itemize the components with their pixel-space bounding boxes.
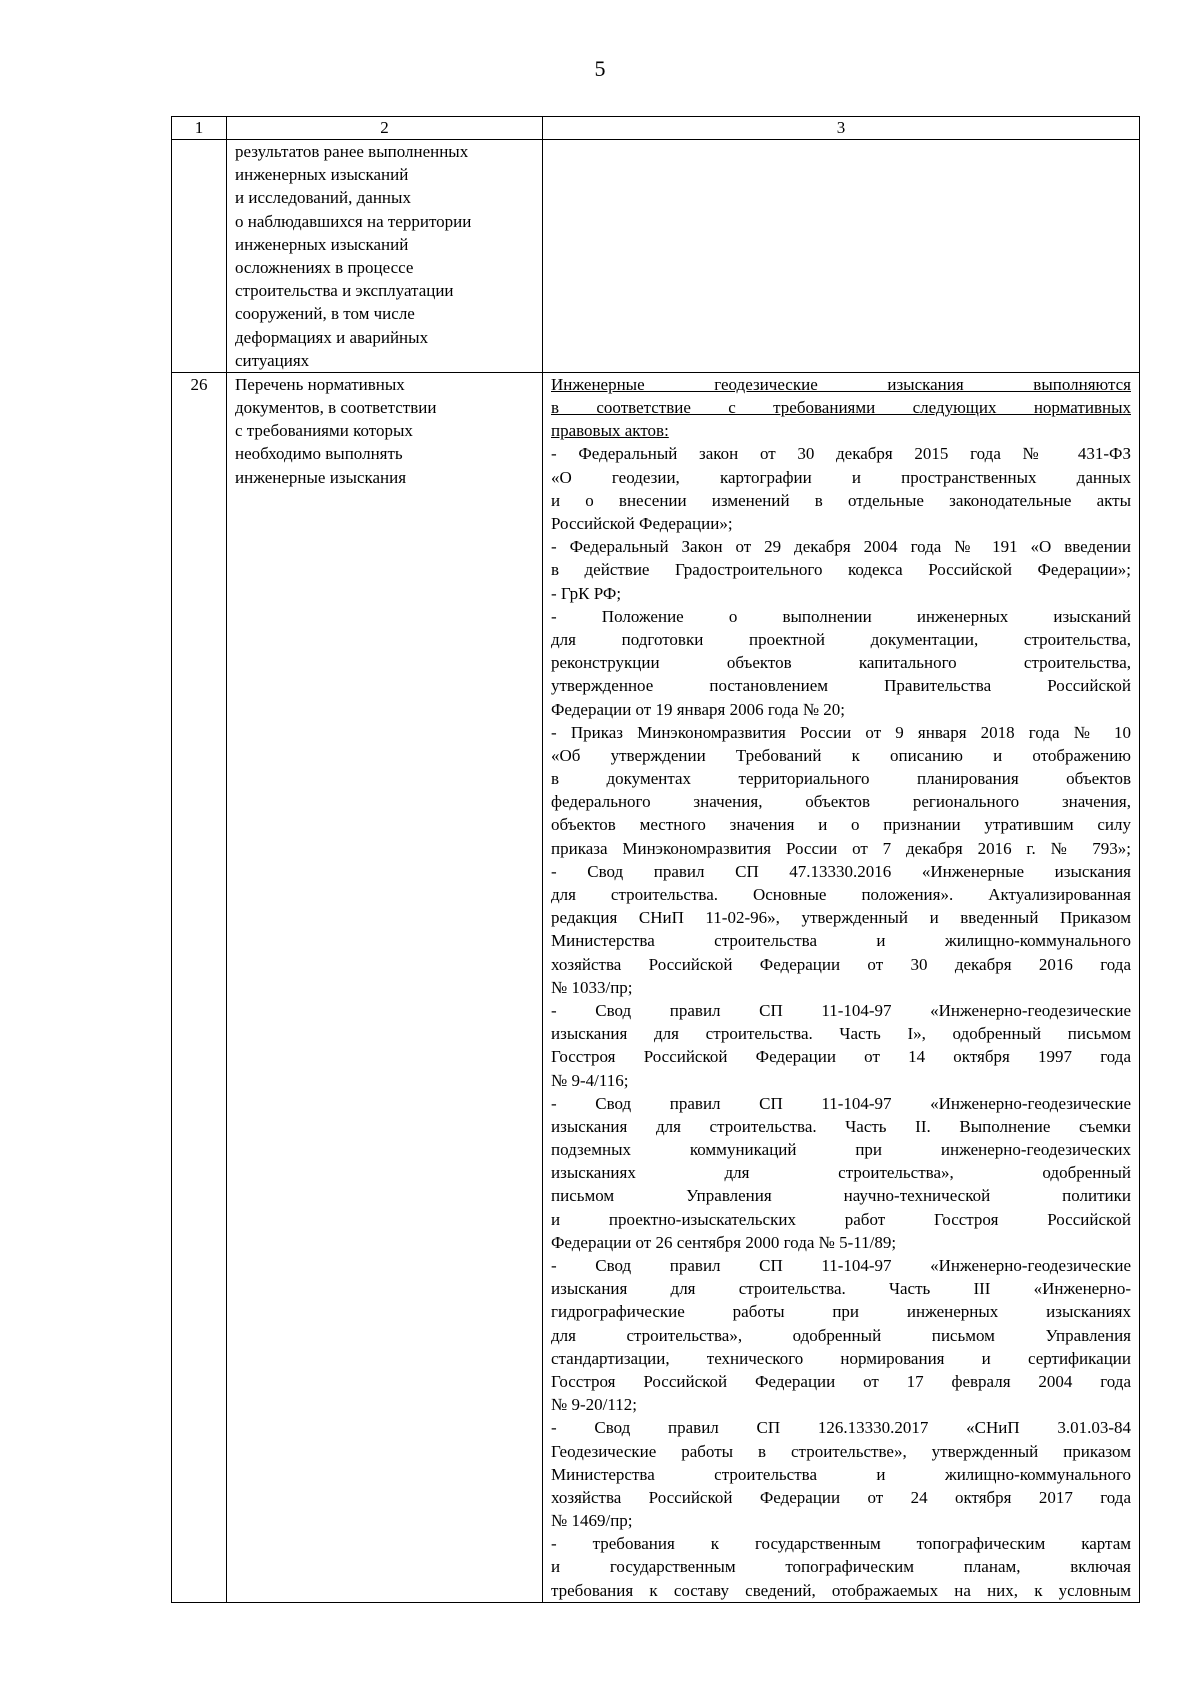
text-line: № 9-20/112; (551, 1395, 637, 1415)
text-line: для строительства», одобренный письмом Управления (551, 1325, 1131, 1345)
text-line: письмом Управления научно-технической политики (551, 1186, 1131, 1206)
text-line: сооружений, в том числе (235, 304, 415, 324)
text-line: - Федеральный Закон от 29 декабря 2004 года № 191 «О введении (551, 537, 1131, 557)
text-line: в документах территориального планирования объектов (551, 769, 1131, 789)
text-line: необходимо выполнять (235, 444, 403, 464)
text-line: ситуациях (235, 350, 310, 370)
row-number: 26 (172, 372, 227, 1602)
text-line: хозяйства Российской Федерации от 24 октября 2017 года (551, 1487, 1131, 1507)
text-line: Федерации от 26 сентября 2000 года № 5-11/89; (551, 1232, 897, 1252)
table-row-continuation (172, 140, 1140, 373)
text-line: Инженерные геодезические изыскания выполняются (551, 374, 1131, 394)
table-row-26 (172, 372, 1140, 1602)
text-line: утвержденное постановлением Правительства Российской (551, 676, 1131, 696)
text-line: Российской Федерации»; (551, 514, 733, 533)
text-line: изысканиях для строительства», одобренный (551, 1163, 1131, 1183)
requirements-table (171, 116, 1140, 1603)
text-line: для подготовки проектной документации, строительства, (551, 629, 1131, 649)
header-col-2: 2 (227, 117, 543, 140)
row-26-content (543, 372, 1140, 1602)
text-line: реконструкции объектов капитального строительства, (551, 653, 1131, 673)
text-line: Геодезические работы в строительстве», утвержденный приказом (551, 1441, 1131, 1461)
text-line: изыскания для строительства. Часть I», одобренный письмом (551, 1024, 1131, 1044)
text-line: и государственным топографическим планам, включая (551, 1557, 1131, 1577)
text-line: № 9-4/116; (551, 1070, 629, 1090)
text-line: гидрографические работы при инженерных изысканиях (551, 1302, 1131, 1322)
text-line: инженерных изысканий (235, 165, 409, 185)
text-line: объектов местного значения и о признании утратившим силу (551, 815, 1131, 835)
table-header-row (172, 117, 1140, 140)
text-line: приказа Минэкономразвития России от 7 декабря 2016 г. № 793»; (551, 838, 1131, 858)
text-line: подземных коммуникаций при инженерно-геодезических (551, 1140, 1131, 1160)
row-number (172, 140, 227, 373)
text-line: изыскания для строительства. Часть III «Инженерно- (551, 1279, 1131, 1299)
text-line: в соответствие с требованиями следующих нормативных (551, 398, 1131, 418)
text-line: и исследований, данных (235, 188, 411, 208)
row-continuation-description (227, 140, 543, 373)
text-line: и о внесении изменений в отдельные законодательные акты (551, 490, 1131, 510)
text-line: документов, в соответствии (235, 398, 437, 418)
text-line: «Об утверждении Требований к описанию и отображению (551, 745, 1131, 765)
text-line: Министерства строительства и жилищно-коммунального (551, 931, 1131, 951)
text-line: № 1469/пр; (551, 1511, 633, 1531)
text-line: и проектно-изыскательских работ Госстроя Российской (551, 1209, 1131, 1229)
text-line: - Свод правил СП 11-104-97 «Инженерно-геодезические (551, 1000, 1131, 1020)
text-line: № 1033/пр; (551, 977, 633, 997)
text-line: правовых актов: (551, 421, 669, 441)
text-line: - Приказ Минэкономразвития России от 9 января 2018 года № 10 (551, 722, 1131, 742)
text-line: Госстроя Российской Федерации от 17 февраля 2004 года (551, 1371, 1131, 1391)
text-line: с требованиями которых (235, 421, 413, 441)
text-line: деформациях и аварийных (235, 327, 429, 347)
text-line: - Свод правил СП 11-104-97 «Инженерно-геодезические (551, 1256, 1131, 1275)
text-line: для строительства. Основные положения». Актуализированная (551, 885, 1131, 904)
text-line: инженерные изыскания (235, 467, 407, 487)
text-line: Министерства строительства и жилищно-коммунального (551, 1464, 1131, 1484)
text-line: в действие Градостроительного кодекса Российской Федерации»; (551, 560, 1131, 580)
text-line: редакция СНиП 11-02-96», утвержденный и введенный Приказом (551, 908, 1131, 928)
text-line: - Свод правил СП 11-104-97 «Инженерно-геодезические (551, 1093, 1131, 1113)
text-line: изыскания для строительства. Часть II. Выполнение съемки (551, 1116, 1131, 1136)
text-line: - Свод правил СП 126.13330.2017 «СНиП 3.01.03-84 (551, 1418, 1131, 1438)
text-line: хозяйства Российской Федерации от 30 декабря 2016 года (551, 954, 1131, 974)
text-line: - Положение о выполнении инженерных изысканий (551, 606, 1131, 626)
text-line: стандартизации, технического нормирования и сертификации (551, 1348, 1131, 1368)
text-line: инженерных изысканий (235, 234, 409, 254)
text-line: «О геодезии, картографии и пространственных данных (551, 467, 1131, 487)
page-number: 5 (594, 56, 606, 81)
text-line: федерального значения, объектов регионального значения, (551, 792, 1131, 812)
text-line: требования к составу сведений, отображаемых на них, к условным (551, 1580, 1131, 1600)
text-line: Госстроя Российской Федерации от 14 октября 1997 года (551, 1047, 1131, 1067)
text-line: Перечень нормативных (235, 374, 405, 394)
text-line: - ГрК РФ; (551, 583, 622, 603)
row-continuation-content (543, 140, 1140, 373)
text-line: Федерации от 19 января 2006 года № 20; (551, 699, 846, 719)
header-col-1: 1 (172, 117, 227, 140)
header-col-3: 3 (543, 117, 1140, 140)
text-line: результатов ранее выполненных (235, 142, 469, 161)
text-line: - требования к государственным топографическим картам (551, 1534, 1131, 1554)
text-line: осложнениях в процессе (235, 257, 414, 277)
text-line: - Свод правил СП 47.13330.2016 «Инженерные изыскания (551, 861, 1131, 881)
text-line: строительства и эксплуатации (235, 281, 454, 301)
text-line: о наблюдавшихся на территории (235, 211, 472, 231)
row-26-description (227, 372, 543, 1602)
text-line: - Федеральный закон от 30 декабря 2015 года № 431-ФЗ (551, 444, 1131, 464)
